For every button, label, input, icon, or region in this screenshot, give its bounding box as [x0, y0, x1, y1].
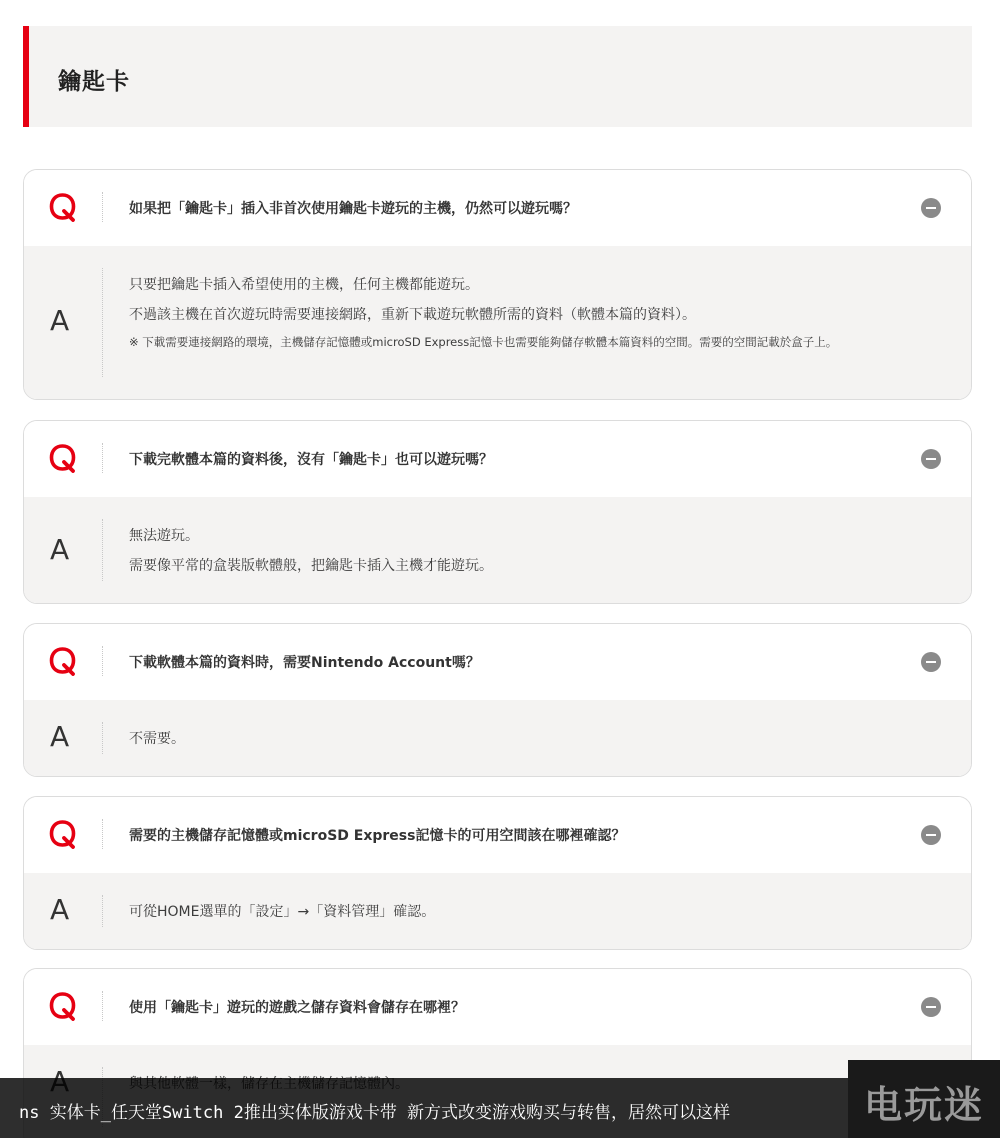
faq-question-row[interactable] [24, 170, 971, 246]
answer-mark: A [50, 893, 70, 926]
faq-item [23, 796, 972, 950]
divider [102, 646, 103, 676]
question-text: 下載完軟體本篇的資料後，沒有「鑰匙卡」也可以遊玩嗎？ [129, 452, 493, 468]
answer-line: 只要把鑰匙卡插入希望使用的主機，任何主機都能遊玩。 [129, 277, 479, 293]
question-text: 如果把「鑰匙卡」插入非首次使用鑰匙卡遊玩的主機，仍然可以遊玩嗎？ [129, 201, 577, 217]
divider [102, 819, 103, 849]
divider [102, 443, 103, 473]
faq-answer [24, 873, 971, 949]
faq-answer [24, 497, 971, 603]
answer-body [129, 521, 911, 581]
minus-circle-icon[interactable] [921, 449, 941, 469]
divider [102, 519, 103, 581]
divider [102, 991, 103, 1021]
section-header [23, 26, 972, 127]
minus-circle-icon[interactable] [921, 997, 941, 1017]
q-letter-icon [49, 443, 76, 473]
answer-body [129, 724, 911, 754]
answer-line: 不過該主機在首次遊玩時需要連接網路，重新下載遊玩軟體所需的資料（軟體本篇的資料）。 [129, 307, 696, 323]
answer-line: 需要像平常的盒裝版軟體般，把鑰匙卡插入主機才能遊玩。 [129, 558, 493, 574]
answer-mark: A [50, 720, 70, 753]
minus-circle-icon[interactable] [921, 198, 941, 218]
q-letter-icon [49, 192, 76, 222]
faq-question-row[interactable] [24, 421, 971, 497]
faq-question-row[interactable] [24, 969, 971, 1045]
divider [102, 192, 103, 222]
divider [102, 722, 103, 754]
faq-question-row[interactable] [24, 624, 971, 700]
answer-mark: A [50, 533, 70, 566]
answer-note: ※ 下載需要連接網路的環境，主機儲存記憶體或microSD Express記憶卡也需要能夠儲存軟體本篇資料的空間。需要的空間記載於盒子上。 [129, 335, 838, 349]
question-text: 下載軟體本篇的資料時，需要Nintendo Account嗎？ [129, 655, 480, 671]
divider [102, 895, 103, 927]
section-title: 鑰匙卡 [58, 69, 130, 95]
question-text: 使用「鑰匙卡」遊玩的遊戲之儲存資料會儲存在哪裡？ [129, 1000, 465, 1016]
faq-item [23, 420, 972, 604]
logo-text: 电玩迷 [864, 1083, 985, 1127]
answer-line: 可從HOME選單的「設定」→「資料管理」確認。 [129, 904, 436, 920]
minus-circle-icon[interactable] [921, 825, 941, 845]
ticker-text: ns 实体卡_任天堂Switch 2推出实体版游戏卡带 新方式改变游戏购买与转售，居然可以这样 [19, 1103, 731, 1123]
faq-answer [24, 700, 971, 776]
answer-line: 不需要。 [129, 731, 185, 747]
faq-item [23, 169, 972, 400]
divider [102, 268, 103, 377]
q-letter-icon [49, 991, 76, 1021]
faq-answer [24, 246, 971, 399]
minus-circle-icon[interactable] [921, 652, 941, 672]
q-letter-icon [49, 819, 76, 849]
faq-item [23, 623, 972, 777]
answer-line: 無法遊玩。 [129, 528, 199, 544]
question-text: 需要的主機儲存記憶體或microSD Express記憶卡的可用空間該在哪裡確認？ [129, 828, 626, 844]
answer-body [129, 897, 911, 927]
faq-question-row[interactable] [24, 797, 971, 873]
answer-body [129, 270, 911, 354]
watermark-logo [848, 1060, 1000, 1138]
q-letter-icon [49, 646, 76, 676]
answer-mark: A [50, 304, 70, 337]
